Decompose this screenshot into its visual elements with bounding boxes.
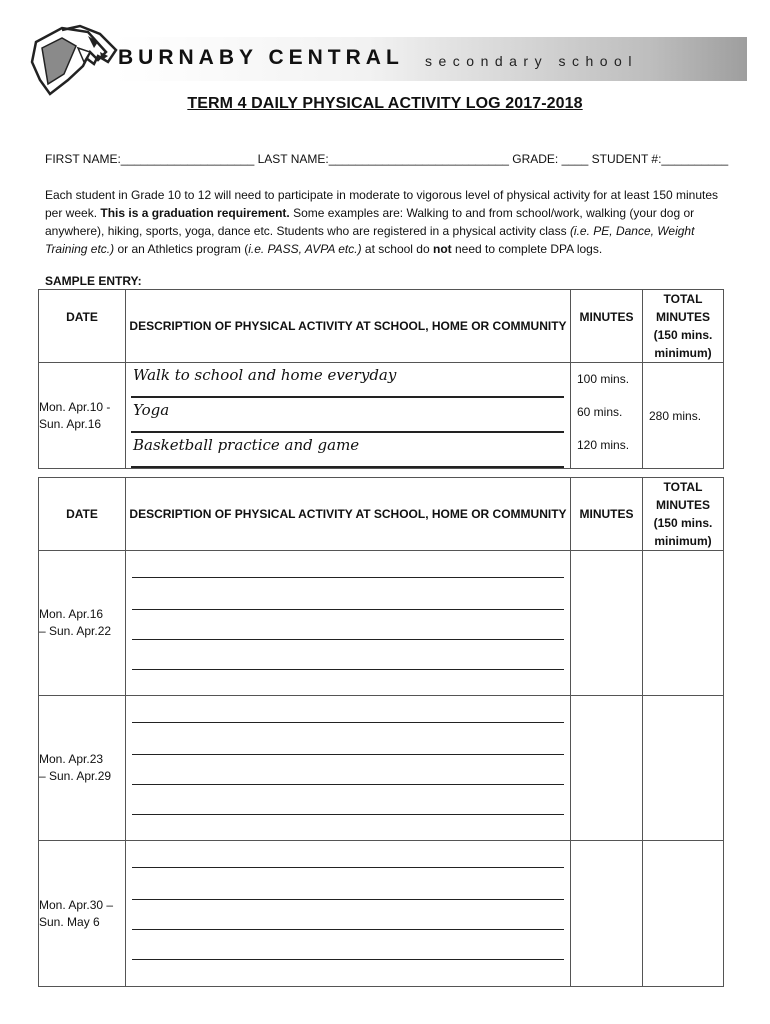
activity-entry-area[interactable] (126, 841, 571, 987)
sample-activity-line (131, 433, 564, 468)
sample-minutes (571, 363, 643, 469)
activity-line (132, 609, 564, 610)
total-entry-cell[interactable] (643, 696, 724, 841)
activity-line (132, 577, 564, 578)
activity-line (132, 867, 564, 868)
week-date-line: – Sun. Apr.29 (39, 769, 112, 783)
activity-entry-area[interactable] (126, 551, 571, 696)
intro-text: Some examples are: Walking to and from school/work, walking (your dog or anywhere), hiking, sports, yoga, dance etc. Students who are registered in a physical activity class (45, 206, 695, 238)
header-total (643, 478, 724, 551)
week-date-line: Sun. May 6 (39, 914, 100, 929)
sample-entry-label: SAMPLE ENTRY: (45, 274, 142, 288)
week-row (39, 551, 724, 696)
activity-line (132, 722, 564, 723)
activity-line (132, 929, 564, 930)
sample-minutes-value: 100 mins. (577, 372, 630, 386)
total-entry-cell[interactable] (643, 551, 724, 696)
header-total-line: TOTAL (663, 480, 703, 494)
activity-line (132, 959, 564, 960)
minutes-entry-cell[interactable] (571, 551, 643, 696)
school-name: BURNABY CENTRAL (118, 46, 404, 69)
header-minutes: MINUTES (571, 290, 643, 363)
header-total-line: minimum) (654, 346, 712, 360)
student-fields-line: FIRST NAME:____________________ LAST NAME:___________________________ GRADE: ____ STUDENT #:__________ (45, 152, 729, 166)
header-description: DESCRIPTION OF PHYSICAL ACTIVITY AT SCHOOL, HOME OR COMMUNITY (126, 478, 571, 551)
activity-line (132, 639, 564, 640)
header-date: DATE (39, 290, 126, 363)
header-total-line: TOTAL (663, 292, 703, 306)
minutes-entry-cell[interactable] (571, 841, 643, 987)
sample-activity: Yoga (133, 401, 170, 419)
header-minutes: MINUTES (571, 478, 643, 551)
sample-minutes-value: 120 mins. (577, 438, 630, 452)
intro-bold: This is a graduation requirement. (100, 206, 290, 220)
sample-activity: Walk to school and home everyday (133, 366, 397, 384)
week-date-line: Mon. Apr.16 (39, 607, 104, 621)
activity-log-table (38, 477, 724, 987)
header-total-line: (150 mins. (653, 516, 713, 530)
intro-italic: i.e. PASS, AVPA etc.) (248, 242, 362, 256)
table-header-row (39, 478, 724, 551)
activity-line (132, 814, 564, 815)
header-description: DESCRIPTION OF PHYSICAL ACTIVITY AT SCHOOL, HOME OR COMMUNITY (126, 290, 571, 363)
sample-date-line: Mon. Apr.10 - (39, 399, 111, 414)
total-entry-cell[interactable] (643, 841, 724, 987)
week-row (39, 841, 724, 987)
week-date (39, 841, 126, 987)
intro-text: or an Athletics program ( (114, 242, 249, 256)
week-date (39, 696, 126, 841)
header-total-line: minimum) (654, 534, 712, 548)
sample-total: 280 mins. (643, 363, 724, 469)
week-date-line: Mon. Apr.30 – (39, 897, 114, 912)
intro-text: Each student in Grade 10 to 12 will need to participate in moderate to vigorous level of physical activity for at least 150 minutes per week. (45, 188, 719, 220)
table-header-row (39, 290, 724, 363)
activity-line (132, 754, 564, 755)
header-total-line: MINUTES (656, 310, 710, 324)
sample-activities (126, 363, 571, 469)
week-date-line: Mon. Apr.23 (39, 752, 104, 766)
intro-text: at school do (361, 242, 433, 256)
school-banner (55, 37, 747, 81)
intro-paragraph (45, 186, 735, 258)
sample-activity: Basketball practice and game (133, 436, 360, 454)
activity-entry-area[interactable] (126, 696, 571, 841)
sample-activity-line (131, 398, 564, 433)
intro-text: need to complete DPA logs. (451, 242, 603, 256)
activity-line (132, 784, 564, 785)
school-subtitle: secondary school (425, 53, 638, 69)
sample-row (39, 363, 724, 469)
week-date-line: – Sun. Apr.22 (39, 624, 112, 638)
activity-line (132, 899, 564, 900)
sample-date (39, 363, 126, 469)
intro-italic: (i.e. PE, Dance, Weight Training etc.) (45, 224, 695, 256)
page-title: TERM 4 DAILY PHYSICAL ACTIVITY LOG 2017-2018 (187, 95, 583, 112)
sample-activity-line (131, 363, 564, 398)
week-row (39, 696, 724, 841)
header-total-line: MINUTES (656, 498, 710, 512)
minutes-entry-cell[interactable] (571, 696, 643, 841)
sample-table (38, 289, 724, 469)
sample-date-line: Sun. Apr.16 (39, 416, 102, 431)
activity-line (132, 669, 564, 670)
week-date (39, 551, 126, 696)
header-total-line: (150 mins. (653, 328, 713, 342)
school-logo-icon (28, 22, 120, 100)
header-date: DATE (39, 478, 126, 551)
header-total (643, 290, 724, 363)
sample-minutes-value: 60 mins. (577, 405, 623, 419)
intro-bold: not (432, 242, 452, 256)
